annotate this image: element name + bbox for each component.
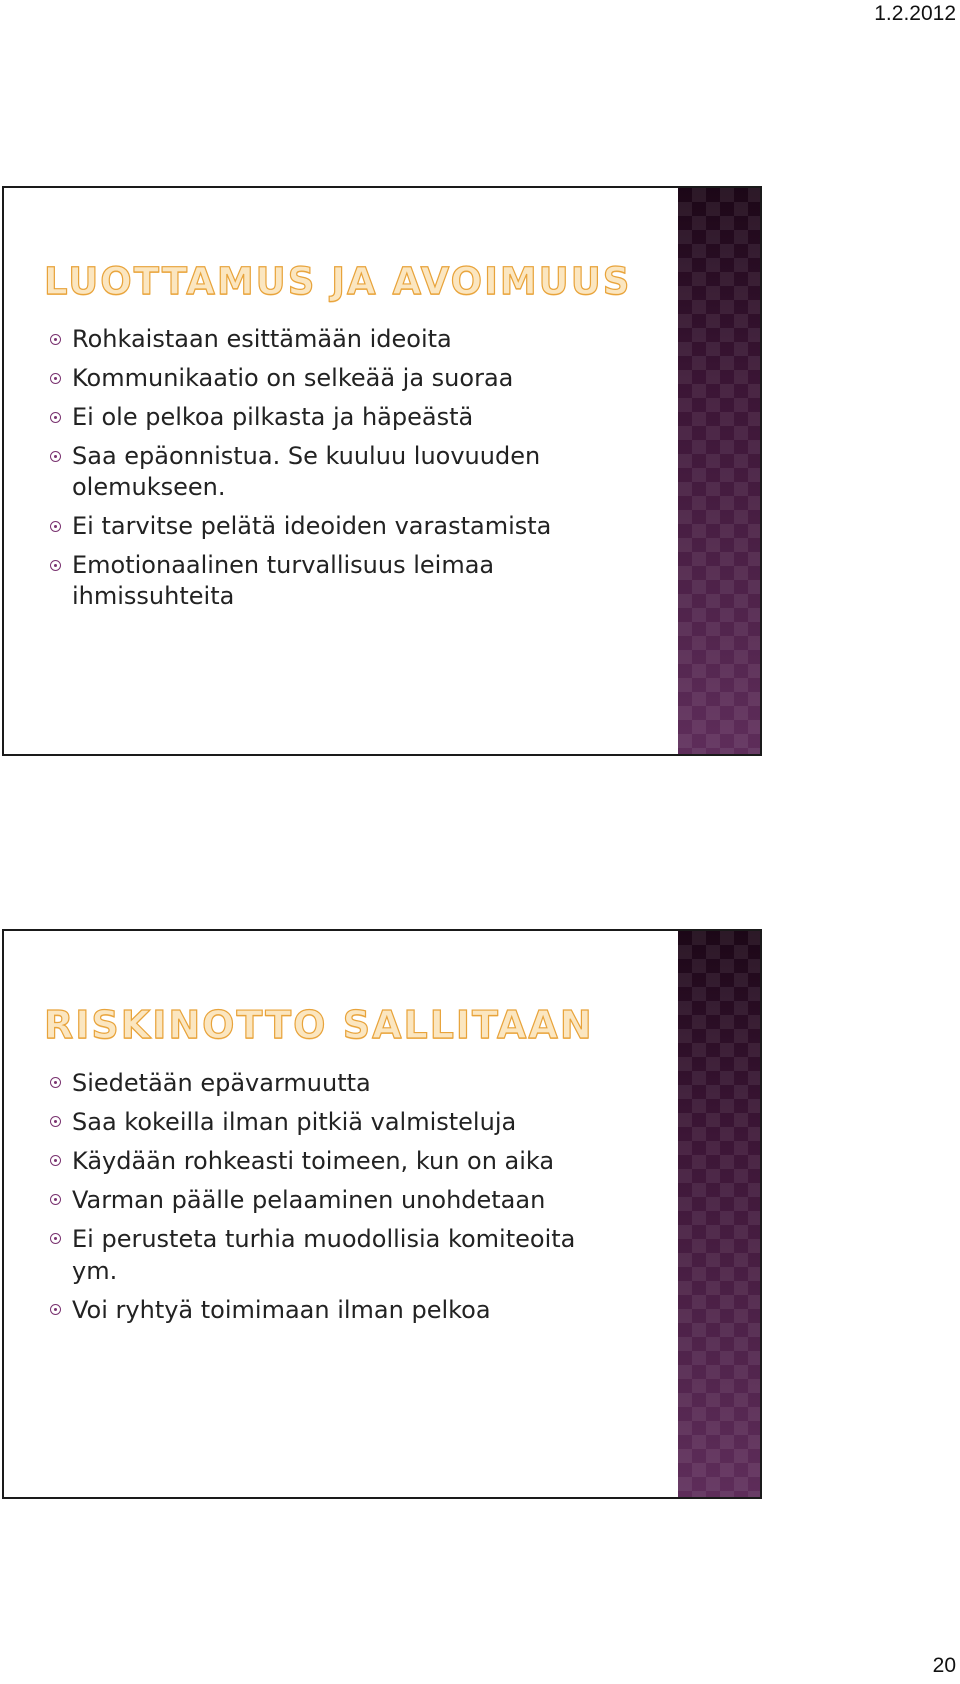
list-item — [50, 550, 610, 612]
list-item — [50, 1184, 610, 1216]
circle-dot-icon — [50, 521, 61, 532]
circle-dot-icon — [50, 1155, 61, 1166]
list-item-text: Voi ryhtyä toimimaan ilman pelkoa — [72, 1296, 491, 1324]
list-item-text: Ei perusteta turhia muodollisia komiteoita ym. — [72, 1225, 576, 1285]
circle-dot-icon — [50, 334, 61, 345]
slide-decorative-band — [678, 931, 760, 1497]
list-item — [50, 402, 610, 433]
list-item — [50, 1145, 610, 1177]
list-item-text: Rohkaistaan esittämään ideoita — [72, 325, 452, 353]
slide-decorative-band — [678, 188, 760, 754]
list-item — [50, 1294, 610, 1326]
list-item — [50, 511, 610, 542]
circle-dot-icon — [50, 373, 61, 384]
list-item — [50, 441, 610, 503]
circle-dot-icon — [50, 1304, 61, 1315]
circle-dot-icon — [50, 451, 61, 462]
circle-dot-icon — [50, 560, 61, 571]
list-item-text: Siedetään epävarmuutta — [72, 1069, 371, 1097]
circle-dot-icon — [50, 1194, 61, 1205]
list-item-text: Ei tarvitse pelätä ideoiden varastamista — [72, 512, 552, 540]
circle-dot-icon — [50, 1077, 61, 1088]
page-number: 20 — [932, 1654, 956, 1677]
list-item — [50, 1223, 610, 1287]
list-item-text: Käydään rohkeasti toimeen, kun on aika — [72, 1147, 555, 1175]
page-date: 1.2.2012 — [874, 2, 956, 25]
list-item — [50, 324, 610, 355]
list-item-text: Kommunikaatio on selkeää ja suoraa — [72, 364, 514, 392]
bullet-list — [50, 324, 610, 620]
circle-dot-icon — [50, 1233, 61, 1244]
list-item-text: Saa kokeilla ilman pitkiä valmisteluja — [72, 1108, 517, 1136]
slide-title: RISKINOTTO SALLITAAN — [44, 1003, 594, 1047]
list-item — [50, 1106, 610, 1138]
list-item-text: Ei ole pelkoa pilkasta ja häpeästä — [72, 403, 474, 431]
list-item — [50, 363, 610, 394]
bullet-list — [50, 1067, 610, 1333]
list-item — [50, 1067, 610, 1099]
list-item-text: Varman päälle pelaaminen unohdetaan — [72, 1186, 546, 1214]
slide-riskinotto — [2, 929, 762, 1499]
list-item-text: Emotionaalinen turvallisuus leimaa ihmissuhteita — [72, 551, 495, 610]
slide-title: LUOTTAMUS JA AVOIMUUS — [44, 260, 632, 303]
slide-luottamus — [2, 186, 762, 756]
circle-dot-icon — [50, 1116, 61, 1127]
list-item-text: Saa epäonnistua. Se kuuluu luovuuden olemukseen. — [72, 442, 541, 501]
circle-dot-icon — [50, 412, 61, 423]
